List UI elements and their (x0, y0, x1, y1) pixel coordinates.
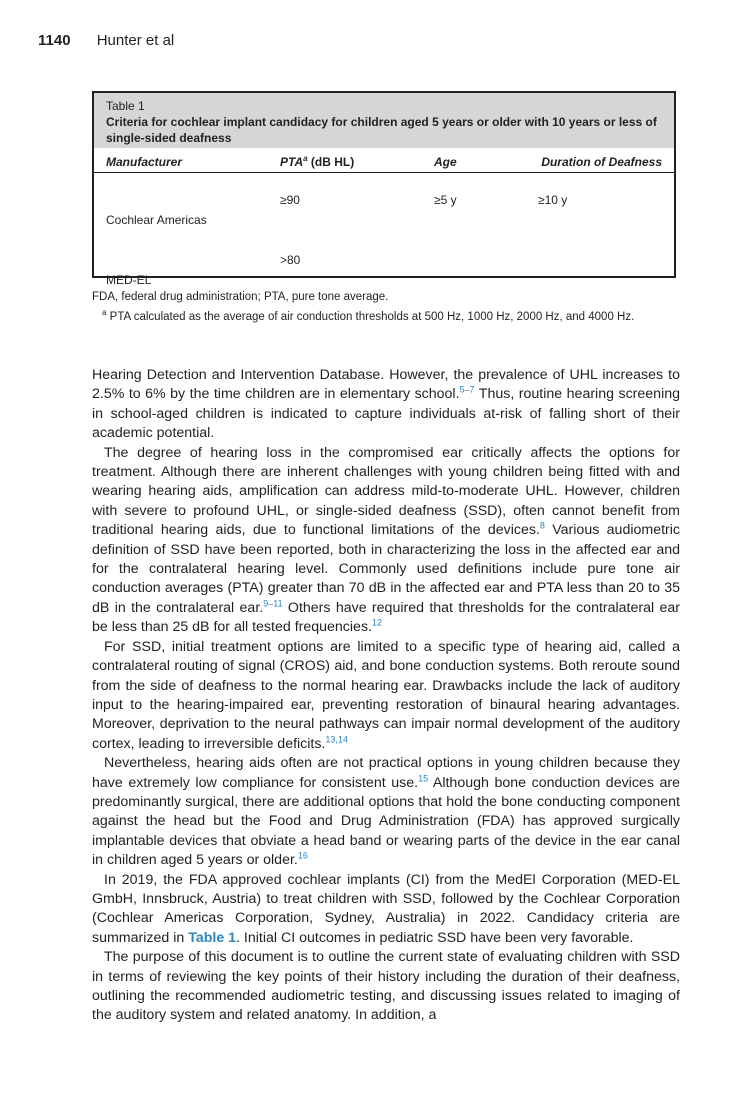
header-pta: PTA$^a$ (dB HL) (268, 148, 422, 173)
table-1-link[interactable]: Table 1 (188, 929, 237, 946)
citation[interactable]: 13,14 (325, 733, 348, 744)
cell-age: ≥5 y (434, 193, 457, 207)
header-duration: Duration of Deafness (526, 148, 674, 173)
table-row (94, 253, 674, 273)
paragraph: In 2019, the FDA approved cochlear implants (CI) from the MedEl Corporation (MED-EL GmbH, Innsbruck, Austria) to treat children with SSD, followed by the Cochlear Corporation (Cochlear Americas Corporation, Sydney, Australia) in 2022. Candidacy criteria are summarized in Table 1. Initial CI outcomes in pediatric SSD have been very favorable. (92, 871, 680, 946)
table-1 (92, 91, 676, 287)
table-row-label (94, 213, 674, 233)
article-body (92, 366, 680, 1026)
cell-manufacturer: Cochlear Americas (106, 213, 207, 227)
paragraph: Hearing Detection and Intervention Database. However, the prevalence of UHL increases to 2.5% to 6% by the time children are in elementary school.$^{5-7}$ Thus, routine hearing screening in school-aged children is indicated to capture individuals at-risk of falling short of their academic potential. (92, 367, 681, 442)
citation[interactable]: 16 (297, 850, 308, 861)
table-label: Table 1 (106, 99, 145, 113)
table-title: Criteria for cochlear implant candidacy for children aged 5 years or older with 10 years or less of single-sided deafness (106, 115, 657, 145)
cell-pta: >80 (280, 253, 301, 267)
table-row (94, 193, 674, 213)
cell-duration (526, 253, 674, 273)
table-caption (94, 93, 674, 148)
cell-duration: ≥10 y (538, 193, 568, 207)
running-header (38, 32, 174, 49)
abbreviation-note: FDA, federal drug administration; PTA, pure tone average. (92, 291, 389, 303)
citation[interactable]: 9–11 (263, 598, 283, 609)
citation[interactable]: 5–7 (459, 384, 475, 395)
citation[interactable]: 12 (371, 617, 382, 628)
footnote-a: $^a$ PTA calculated as the average of air conduction thresholds at 500 Hz, 1000 Hz, 2000 Hz, and 4000 Hz. (102, 308, 635, 323)
running-title: Hunter et al (96, 32, 175, 49)
cell-age (422, 253, 526, 273)
table-footnotes (92, 290, 682, 325)
cell-manufacturer: MED-EL (106, 273, 152, 287)
paragraph: For SSD, initial treatment options are limited to a specific type of hearing aid, called a contralateral routing of signal (CROS) aid, and bone conduction systems. Both reroute sound from the side of deafness to the normal hearing ear. Drawbacks include the lack of auditory input to the hearing-impaired ear, preventing restoration of binaural hearing advantages. Moreover, deprivation to the neural pathways can impair normal development of the auditory cortex, leading to irreversible deficits.$^{13,14}$ (92, 638, 680, 752)
citation[interactable]: 8 (539, 520, 545, 531)
cell-pta: ≥90 (280, 193, 300, 207)
table-header-row (94, 148, 674, 173)
paragraph: The degree of hearing loss in the compromised ear critically affects the options for treatment. Although there are inherent challenges with young children being fitted with and wearing hearing aids, amplification can address mild-to-moderate UHL. However, children with severe to profound UHL, or single-sided deafness (SSD), often cannot benefit from traditional hearing aids, due to functional limitations of the devices.$^8$ Various audiometric definition of SSD have been reported, both in characterizing the loss in the affected ear and for the contralateral hearing level. Commonly used definitions include pure tone air conduction averages (PTA) greater than 70 dB in the affected ear and PTA less than 20 to 35 dB in the contralateral ear.$^{9-11}$ Others have required that thresholds for the contralateral ear be less than 25 dB for all tested frequencies.$^{12}$ (92, 444, 680, 636)
paragraph: Nevertheless, hearing aids often are not practical options in young children because they have extremely low compliance for consistent use.$^{15}$ Although bone conduction devices are predominantly surgical, there are additional options that hold the bone conducting component against the head but the Food and Drug Administration (FDA) has approved surgically implantable devices that obviate a head band or wearing parts of the device in the ear canal in children aged 5 years or older.$^{16}$ (92, 755, 681, 869)
header-manufacturer: Manufacturer (94, 148, 268, 173)
citation[interactable]: 15 (418, 772, 429, 783)
page-number: 1140 (38, 32, 71, 49)
paragraph: The purpose of this document is to outline the current state of evaluating children with SSD in terms of reviewing the key points of their history including the duration of their deafness, outlining the recommended audiometric testing, and discussing issues related to imaging of the auditory system and related anatomy. In addition, a (92, 949, 680, 1024)
header-age: Age (422, 148, 526, 173)
candidacy-table (94, 148, 674, 293)
